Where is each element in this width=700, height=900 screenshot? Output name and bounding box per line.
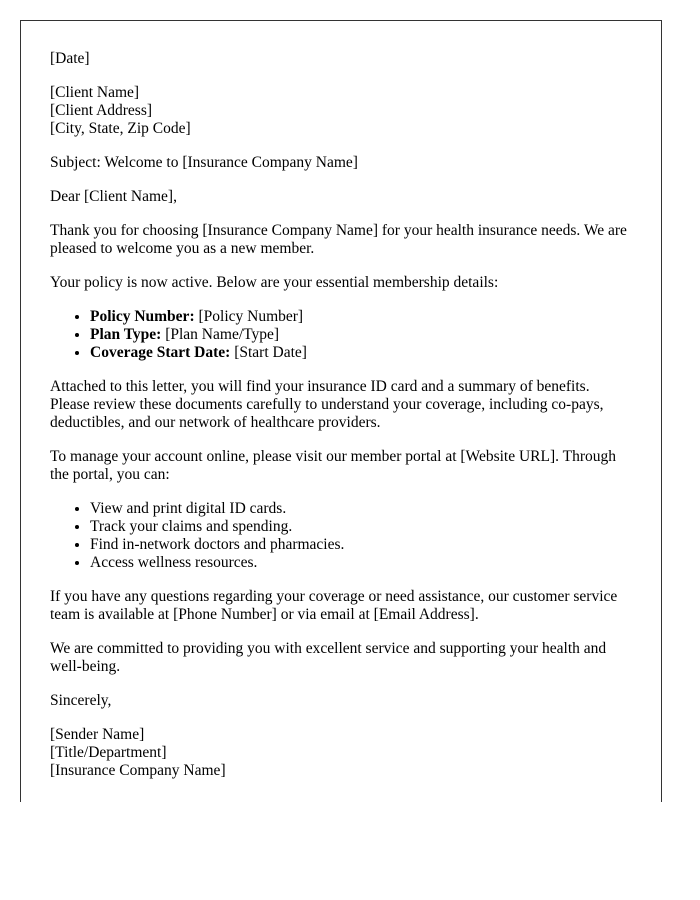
- paragraph-welcome: Thank you for choosing [Insurance Company Name] for your health insurance needs. We are pleased to welcome you as a new member.: [50, 222, 627, 257]
- paragraph-attachments: Attached to this letter, you will find your insurance ID card and a summary of benefits. Please review these documents carefully to understand your coverage, including co-pays, deductibles, and our network of healthcare providers.: [50, 378, 604, 431]
- detail-policy-number: • Policy Number: [Policy Number]: [90, 308, 661, 326]
- letter: [20, 20, 662, 802]
- portal-features: [50, 500, 661, 572]
- client-city: [City, State, Zip Code]: [50, 120, 191, 137]
- membership-details: [50, 308, 661, 362]
- signature: [50, 726, 630, 780]
- client-address: [Client Address]: [50, 102, 153, 119]
- list-item: • View and print digital ID cards.: [90, 500, 661, 518]
- list-item: • Track your claims and spending.: [90, 518, 661, 536]
- subject: Subject: Welcome to [Insurance Company Name]: [50, 154, 358, 171]
- recipient-address: [50, 84, 630, 138]
- closing: Sincerely,: [50, 692, 112, 709]
- salutation: Dear [Client Name],: [50, 188, 177, 205]
- client-name: [Client Name]: [50, 84, 140, 101]
- paragraph-commitment: We are committed to providing you with excellent service and supporting your health and well-being.: [50, 640, 607, 675]
- paragraph-portal: To manage your account online, please visit our member portal at [Website URL]. Through the portal, you can:: [50, 448, 616, 483]
- sender-company: [Insurance Company Name]: [50, 762, 226, 779]
- sender-name: [Sender Name]: [50, 726, 145, 743]
- paragraph-contact: If you have any questions regarding your coverage or need assistance, our customer service team is available at [Phone Number] or via email at [Email Address].: [50, 588, 618, 623]
- list-item: • Find in-network doctors and pharmacies.: [90, 536, 661, 554]
- list-item: • Access wellness resources.: [90, 554, 661, 572]
- date: [Date]: [50, 50, 90, 67]
- paragraph-policy: Your policy is now active. Below are your essential membership details:: [50, 274, 499, 291]
- sender-title: [Title/Department]: [50, 744, 167, 761]
- detail-start-date: • Coverage Start Date: [Start Date]: [90, 344, 661, 362]
- detail-plan-type: • Plan Type: [Plan Name/Type]: [90, 326, 661, 344]
